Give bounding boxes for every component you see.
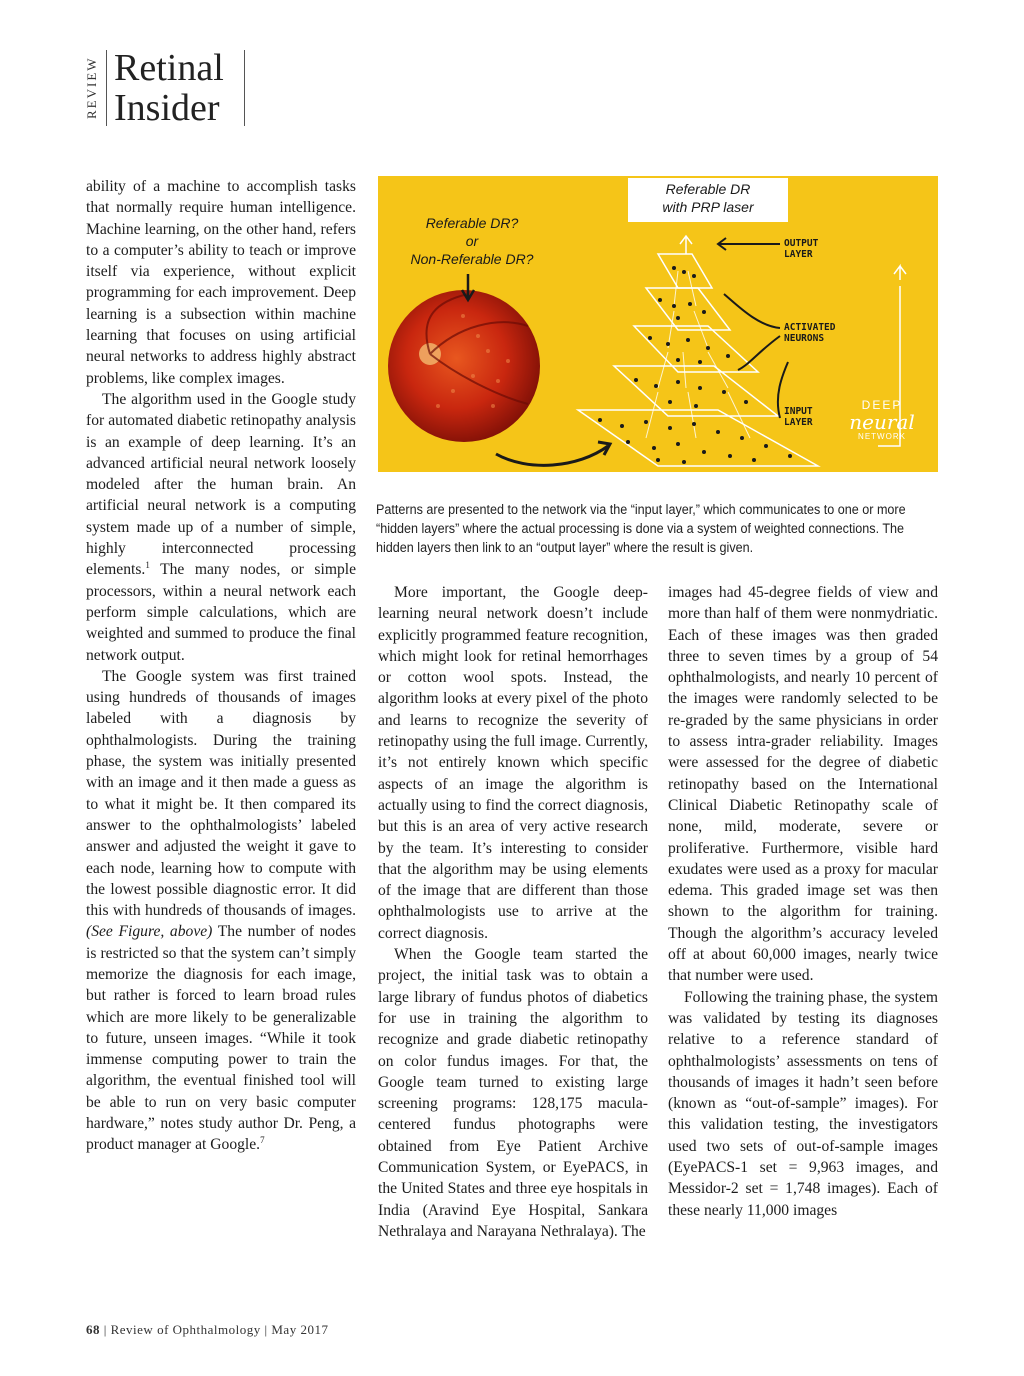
header-divider bbox=[106, 50, 107, 126]
activated-neurons-label: ACTIVATED NEURONS bbox=[784, 322, 836, 344]
publication-name: Review of Ophthalmology bbox=[110, 1322, 261, 1337]
paragraph: Following the training phase, the system was validated by testing its diagnoses relative to a reference standard of ophthalmologists’ assessments on tens of thousands of images it hadn’t seen before (known as “out-of-sample” images). For this validation testing, the investigators used two sets of out-of-sample images (EyePACS-1 set = 9,963 images, and Messidor-2 set = 1,748 images). Each of these nearly 11,000 images bbox=[668, 988, 938, 1219]
output-layer-label: OUTPUT LAYER bbox=[784, 238, 819, 260]
paragraph: More important, the Google deep-learning neural network doesn’t include explicitly programmed feature recognition, which might look for retinal hemorrhages or cotton wool spots. Instead, the algorithm looks at every pixel of the photo and learns to recognize the severity of retinopathy using the full image. Currently, it’s not entirely known which specific aspects of an image the algorithm is actually using to find the correct diagnosis, but this is an area of very active research by the team. It’s interesting to consider that the algorithm may be using elements of the image that are different than those ophthalmologists use to arrive at the correct diagnosis. bbox=[378, 584, 648, 942]
paragraph: When the Google team started the project, the initial task was to obtain a large library of fundus photos of diabetics for use in training the algorithm to recognize and grade diabetic retinopathy on color fundus images. For that, the Google team turned to existing large screening programs: 128,175 macula-centered fundus photographs were obtained from Eye Patient Archive Communication System, or EyePACS, in the United States and three eye hospitals in India (Aravind Eye Hospital, Sankara Nethralaya and Narayana Nethralaya). The bbox=[378, 946, 648, 1240]
paragraph: images had 45-degree fields of view and more than half of them were nonmydriatic. Each of these images was then graded three to seven times by a group of 54 ophthalmologists, and nearly 10 percent of the images were randomly selected to be re-graded by the same physicians in order to assess intra-grader reliability. Images were assessed for the degree of diabetic retinopathy based on the International Clinical Diabetic Retinopathy scale of none, mild, moderate, severe or proliferative. Furthermore, visible hard exudates were used as a proxy for macular edema. This graded image set was then shown to the algorithm for training. Though the algorithm’s accuracy leveled off at about 60,000 images, nearly twice that number were used. bbox=[668, 584, 938, 985]
header-divider-right bbox=[244, 50, 245, 126]
hidden-layer-plane bbox=[646, 288, 730, 330]
footer-separator: | bbox=[103, 1322, 107, 1337]
deep-neural-network-label: DEEP neural NETWORK bbox=[849, 398, 915, 441]
input-layer-label: INPUT LAYER bbox=[784, 406, 813, 428]
section-title bbox=[114, 48, 224, 128]
section-title-line2: Insider bbox=[114, 87, 220, 129]
fundus-photo bbox=[388, 290, 540, 442]
reference-marker: 1 bbox=[145, 560, 150, 571]
figure-reference: (See Figure, above) bbox=[86, 923, 213, 941]
figure-caption: Patterns are presented to the network via the “input layer,” which communicates to one or more “hidden layers” where the actual processing is done via a system of weighted connections. The hidden layers then link to an “output layer” where the result is given. bbox=[376, 502, 906, 555]
article-column-2 bbox=[378, 582, 648, 1242]
neural-network-figure bbox=[378, 176, 938, 472]
article-column-1 bbox=[86, 176, 356, 1156]
page-number: 68 bbox=[86, 1322, 100, 1337]
page-footer bbox=[86, 1322, 328, 1338]
section-tag: REVIEW bbox=[84, 56, 99, 120]
question-label: Referable DR? or Non-Referable DR? bbox=[410, 215, 534, 267]
article-column-3 bbox=[668, 582, 938, 1221]
section-title-line1: Retinal bbox=[114, 47, 224, 89]
paragraph: ability of a machine to accomplish tasks that normally require human intelligence. Machine learning, on the other hand, refers to a computer’s ability to teach or improve itself via experience, without explicit programming for each improvement. Deep learning is a subsection within machine learning that focuses on using artificial neural networks to address highly abstract problems, like complex images. bbox=[86, 178, 356, 387]
paragraph: The Google system was first trained using hundreds of thousands of images labeled with a diagnosis by ophthalmologists. During the training phase, the system was initially presented with an image and it then made a guess as to what it might be. It then compared its answer to the ophthalmologists’ labeled answer and adjusted the weight it gave to each node, learning how to compute with the lowest possible diagnostic error. It did this with hundreds of thousands of images. (See Figure, above) The number of nodes is restricted so that the system can’t simply memorize the diagnosis for each image, but rather is forced to learn broad rules which are more likely to be generalizable to future, unseen images. “While it took immense computing power to train the algorithm, the eventual finished tool will be able to run on very basic computer hardware,” notes study author Dr. Peng, a product manager at Google.$^7$ bbox=[86, 667, 356, 1154]
input-layer-plane bbox=[578, 410, 818, 466]
result-label: Referable DR with PRP laser bbox=[628, 178, 788, 222]
hidden-layer-plane bbox=[634, 326, 758, 372]
reference-marker: 7 bbox=[260, 1135, 265, 1146]
issue-date: May 2017 bbox=[271, 1322, 329, 1337]
footer-separator: | bbox=[264, 1322, 268, 1337]
paragraph: The algorithm used in the Google study for automated diabetic retinopathy analysis is an example of deep learning. It’s an advanced artificial neural network loosely modeled after the human brain. An artificial neural network is a computing system made up of a number of simple, highly interconnected processing elements.$^1$ The many nodes, or simple processors, within a neural network each perform simple calculations, which are weighted and summed to produce the final network output. bbox=[86, 390, 356, 664]
hidden-layer-plane bbox=[614, 366, 778, 416]
